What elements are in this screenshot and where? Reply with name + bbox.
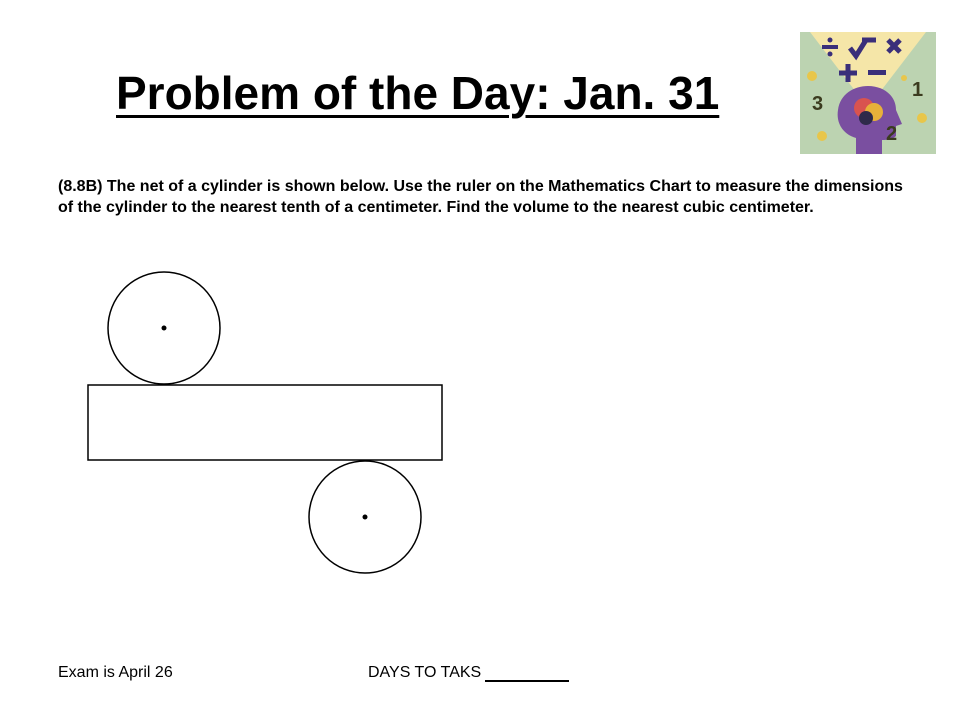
top-center-dot	[162, 326, 167, 331]
cylinder-net	[80, 265, 460, 585]
svg-text:1: 1	[912, 79, 924, 101]
rectangle	[88, 385, 442, 460]
blank-line	[485, 664, 569, 682]
exam-date-text: Exam is April 26	[58, 664, 173, 681]
days-to-taks	[368, 664, 569, 682]
days-to-taks-label: DAYS TO TAKS	[368, 664, 482, 681]
page-title: Problem of the Day: Jan. 31	[116, 67, 720, 119]
minus-symbol	[868, 70, 886, 75]
bottom-center-dot	[363, 515, 368, 520]
problem-text: (8.8B) The net of a cylinder is shown below. Use the ruler on the Mathematics Chart to measure the dimensions of the cylinder to the nearest tenth of a centimeter. Find the volume to the nearest cubic centimeter.	[58, 178, 903, 216]
math-head-icon	[800, 32, 936, 154]
svg-text:2: 2	[886, 123, 898, 145]
svg-text:3: 3	[812, 93, 824, 115]
